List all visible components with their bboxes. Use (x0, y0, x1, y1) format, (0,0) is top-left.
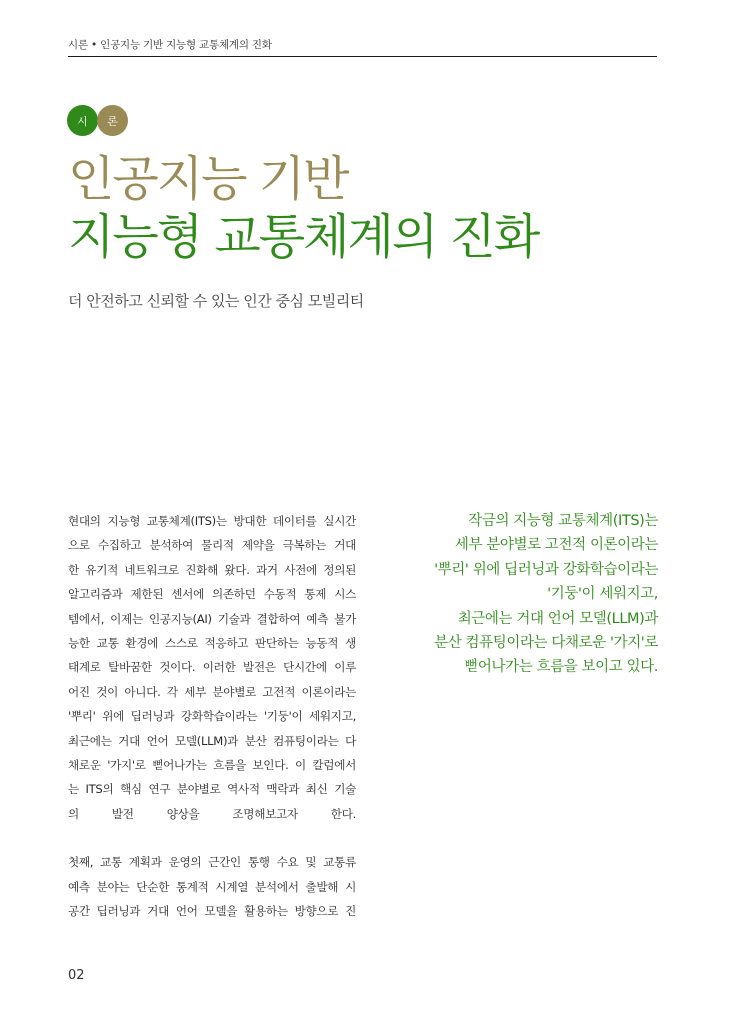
title-line-1: 인공지능 기반 (68, 151, 348, 207)
quote-line: '기둥'이 세워지고, (547, 586, 658, 603)
quote-line: 작금의 지능형 교통체계(ITS)는 (468, 513, 658, 529)
body-text (68, 509, 356, 924)
body-line: 공간 딥러닝과 거대 언어 모델을 활용하는 방향으로 진 (68, 904, 356, 919)
badge-si: 시 (67, 105, 98, 136)
article-title (68, 150, 538, 266)
body-line: 한 유기적 네트워크로 진화해 왔다. 과거 사전에 정의된 (68, 562, 356, 577)
section-badges (67, 105, 128, 136)
body-line: 현대의 지능형 교통체계(ITS)는 방대한 데이터를 실시간 (68, 514, 356, 528)
body-line: 최근에는 거대 언어 모델(LLM)과 분산 컴퓨팅이라는 다 (68, 733, 356, 748)
body-line: 태계로 탈바꿈한 것이다. 이러한 발전은 단시간에 이루 (68, 660, 356, 675)
quote-line: '뿌리' 위에 딥러닝과 강화학습이라는 (434, 561, 658, 578)
pull-quote (398, 509, 658, 680)
body-line: 알고리즘과 제한된 센서에 의존하던 수동적 통제 시스 (68, 587, 356, 602)
body-line: 템에서, 이제는 인공지능(AI) 기술과 결합하여 예측 불가 (68, 611, 356, 626)
badge-ron: 론 (97, 105, 128, 136)
paragraph-2 (68, 850, 356, 923)
article-subtitle: 더 안전하고 신뢰할 수 있는 인간 중심 모빌리티 (68, 292, 364, 310)
body-line: 으로 수집하고 분석하여 물리적 제약을 극복하는 거대 (68, 538, 356, 553)
quote-line: 뻗어나가는 흐름을 보이고 있다. (464, 659, 658, 676)
body-line: '뿌리' 위에 딥러닝과 강화학습이라는 '기둥'이 세워지고, (68, 709, 356, 724)
paragraph-1 (68, 509, 356, 826)
body-line: 예측 분야는 단순한 통계적 시계열 분석에서 출발해 시 (68, 879, 356, 894)
paragraph-gap (68, 826, 356, 850)
page-number: 02 (68, 968, 85, 983)
body-line: 의 발전 양상을 조명해보고자 한다. (68, 806, 356, 821)
body-line: 어진 것이 아니다. 각 세부 분야별로 고전적 이론이라는 (68, 684, 356, 699)
body-line: 채로운 '가지'로 뻗어나가는 흐름을 보인다. 이 칼럼에서 (68, 758, 356, 773)
quote-line: 세부 분야별로 고전적 이론이라는 (454, 537, 658, 554)
quote-line: 분산 컴퓨팅이라는 다채로운 '가지'로 (434, 635, 658, 652)
header-rule (68, 56, 657, 57)
body-line: 첫째, 교통 계획과 운영의 근간인 통행 수요 및 교통류 (68, 855, 356, 870)
quote-line: 최근에는 거대 언어 모델(LLM)과 (457, 610, 658, 627)
title-line-2: 지능형 교통체계의 진화 (68, 209, 539, 265)
running-head: 시론 • 인공지능 기반 지능형 교통체계의 진화 (68, 39, 272, 51)
body-line: 는 ITS의 핵심 연구 분야별로 역사적 맥락과 최신 기술 (68, 782, 356, 797)
body-line: 능한 교통 환경에 스스로 적응하고 판단하는 능동적 생 (68, 636, 356, 651)
